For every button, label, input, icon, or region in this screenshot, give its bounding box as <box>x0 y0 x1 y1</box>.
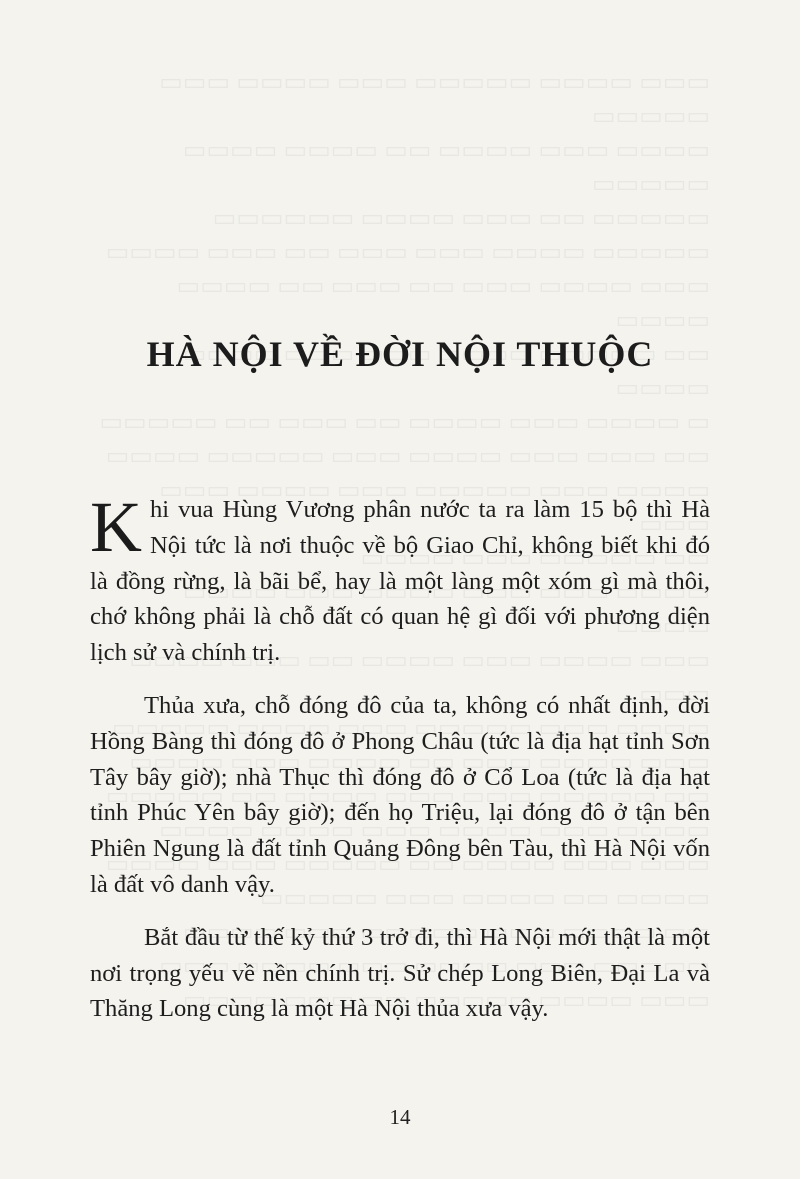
paragraph-3: Bắt đầu từ thế kỷ thứ 3 trở đi, thì Hà Nội mới thật là một nơi trọng yếu về nền chính trị. Sử chép Long Biên, Đại La và Thăng Long cùng là một Hà Nội thủa xưa vậy. <box>90 923 710 1023</box>
drop-cap: K <box>90 487 142 567</box>
chapter-title: HÀ NỘI VỀ ĐỜI NỘI THUỘC <box>146 334 654 374</box>
paragraph-1-text: hi vua Hùng Vương phân nước ta ra làm 15 bộ thì Hà Nội tức là nơi thuộc về bộ Giao Chỉ, không biết khi đó là đồng rừng, là bãi bể, hay là một làng một xóm gì mà thôi, chớ không phải là chỗ đất có quan hệ gì đối với phương diện lịch sử và chính trị. <box>90 496 710 667</box>
chapter-body <box>90 487 710 1044</box>
paragraph-2: Thủa xưa, chỗ đóng đô của ta, không có nhất định, đời Hồng Bàng thì đóng đô ở Phong Châu (tức là địa hạt tỉnh Sơn Tây bây giờ); nhà Thục thì đóng đô ở Cổ Loa (tức là địa hạt tỉnh Phúc Yên bây giờ); đến họ Triệu, lại đóng đô ở tận bên Phiên Ngung là đất tỉnh Quảng Đông bên Tàu, thì Hà Nội vốn là đất vô danh vậy. <box>90 691 710 898</box>
page-number: 14 <box>389 1105 411 1129</box>
paragraph-1 <box>90 487 710 671</box>
